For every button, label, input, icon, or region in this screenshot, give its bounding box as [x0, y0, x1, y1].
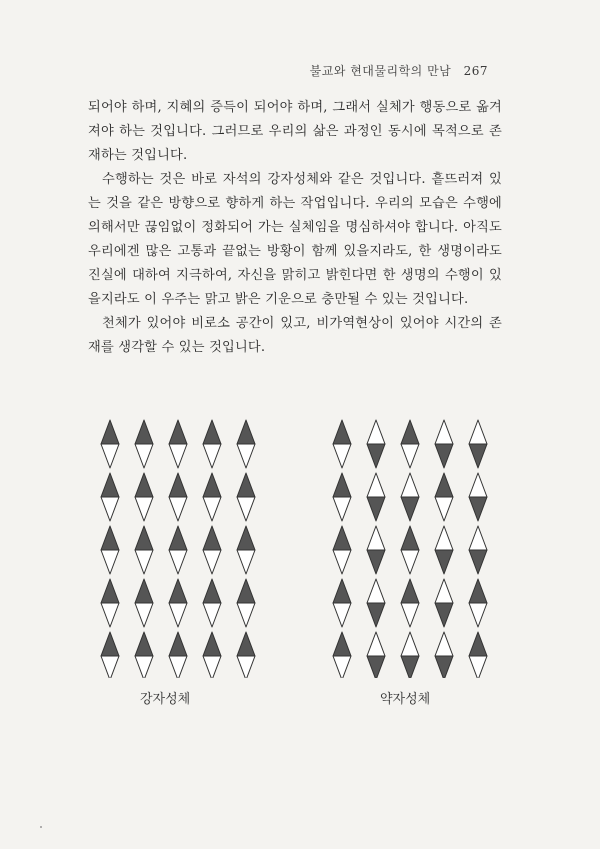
- paramagnet-dipole-r5c3: [401, 632, 419, 678]
- paragraph-2: 수행하는 것은 바로 자석의 강자성체와 같은 것입니다. 흩뜨러져 있는 것을 같은 방향으로 향하게 하는 작업입니다. 우리의 모습은 수행에 의해서만 끊임없이 정화되어 가는 실체임을 명심하셔야 합니다. 아직도 우리에겐 많은 고통과 끝없는 방황이 함께 있을지라도, 한 생명이라도 진실에 대하여 지극하여, 자신을 맑히고 밝힌다면 한 생명의 수행이 있을지라도 이 우주는 맑고 밝은 기운으로 충만될 수 있는 것입니다.: [88, 172, 502, 307]
- ferromagnet-dipole-r3c2: [135, 526, 153, 574]
- ferromagnet-dipole-r3c3: [169, 526, 187, 574]
- ferromagnet-diagram: [98, 418, 268, 678]
- paramagnet-dipole-r4c3: [401, 579, 419, 627]
- ferromagnet-dipole-r3c5: [237, 526, 255, 574]
- paramagnet-dipole-r2c1: [333, 473, 351, 521]
- paramagnet-diagram: [330, 418, 500, 678]
- ferromagnet-dipole-r1c1: [101, 420, 119, 468]
- ferromagnet-dipole-r4c3: [169, 579, 187, 627]
- ferromagnet-dipole-r5c2: [135, 632, 153, 678]
- ferromagnet-caption: 강자성체: [140, 692, 191, 707]
- ferromagnet-dipole-r1c3: [169, 420, 187, 468]
- paramagnet-dipole-r1c1: [333, 420, 351, 468]
- body-text: [88, 96, 502, 360]
- paragraph-3: 천체가 있어야 비로소 공간이 있고, 비가역현상이 있어야 시간의 존재를 생각할 수 있는 것입니다.: [88, 316, 502, 355]
- paramagnet-dipole-r2c2: [367, 473, 385, 521]
- ferromagnet-dipole-r5c5: [237, 632, 255, 678]
- paramagnet-dipole-r5c5: [469, 632, 487, 678]
- paramagnet-dipole-r1c5: [469, 420, 487, 468]
- ferromagnet-dipole-r5c4: [203, 632, 221, 678]
- paramagnet-dipole-r1c3: [401, 420, 419, 468]
- paramagnet-dipole-r4c1: [333, 579, 351, 627]
- paragraph-1: 되어야 하며, 지혜의 증득이 되어야 하며, 그래서 실체가 행동으로 옮겨져야 하는 것입니다. 그러므로 우리의 삶은 과정인 동시에 목적으로 존재하는 것입니다.: [88, 100, 502, 163]
- paramagnet-dipole-r3c4: [435, 526, 453, 574]
- paramagnet-dipole-r4c5: [469, 579, 487, 627]
- paramagnet-dipole-r5c2: [367, 632, 385, 678]
- paramagnet-dipole-r4c4: [435, 579, 453, 627]
- ferromagnet-dipole-r3c4: [203, 526, 221, 574]
- ferromagnet-dipole-r2c1: [101, 473, 119, 521]
- ferromagnet-dipole-r2c5: [237, 473, 255, 521]
- paramagnet-dipole-r3c3: [401, 526, 419, 574]
- paramagnet-dipole-r3c5: [469, 526, 487, 574]
- ferromagnet-dipole-r5c1: [101, 632, 119, 678]
- ferromagnet-dipole-r4c2: [135, 579, 153, 627]
- ferromagnet-dipole-r1c5: [237, 420, 255, 468]
- ferromagnet-dipole-r1c4: [203, 420, 221, 468]
- magnetism-figure: [0, 418, 600, 718]
- ferromagnet-dipole-r4c1: [101, 579, 119, 627]
- ferromagnet-dipole-r2c3: [169, 473, 187, 521]
- ferromagnet-dipole-r1c2: [135, 420, 153, 468]
- paramagnet-dipole-r4c2: [367, 579, 385, 627]
- ferromagnet-dipole-r4c4: [203, 579, 221, 627]
- ferromagnet-dipole-r2c4: [203, 473, 221, 521]
- paramagnet-dipole-r2c5: [469, 473, 487, 521]
- page-number: 267: [463, 64, 488, 78]
- ferromagnet-dipole-r5c3: [169, 632, 187, 678]
- paramagnet-caption: 약자성체: [380, 692, 431, 707]
- paramagnet-dipole-r3c1: [333, 526, 351, 574]
- ferromagnet-dipole-r2c2: [135, 473, 153, 521]
- ferromagnet-dipole-r3c1: [101, 526, 119, 574]
- paramagnet-dipole-r5c4: [435, 632, 453, 678]
- paramagnet-dipole-r5c1: [333, 632, 351, 678]
- running-header: [310, 62, 488, 79]
- margin-speck: [40, 826, 42, 828]
- paramagnet-dipole-r1c4: [435, 420, 453, 468]
- paramagnet-dipole-r2c3: [401, 473, 419, 521]
- paramagnet-dipole-r2c4: [435, 473, 453, 521]
- header-title: 불교와 현대물리학의 만남: [309, 64, 452, 78]
- paramagnet-dipole-r1c2: [367, 420, 385, 468]
- ferromagnet-dipole-r4c5: [237, 579, 255, 627]
- paramagnet-dipole-r3c2: [367, 526, 385, 574]
